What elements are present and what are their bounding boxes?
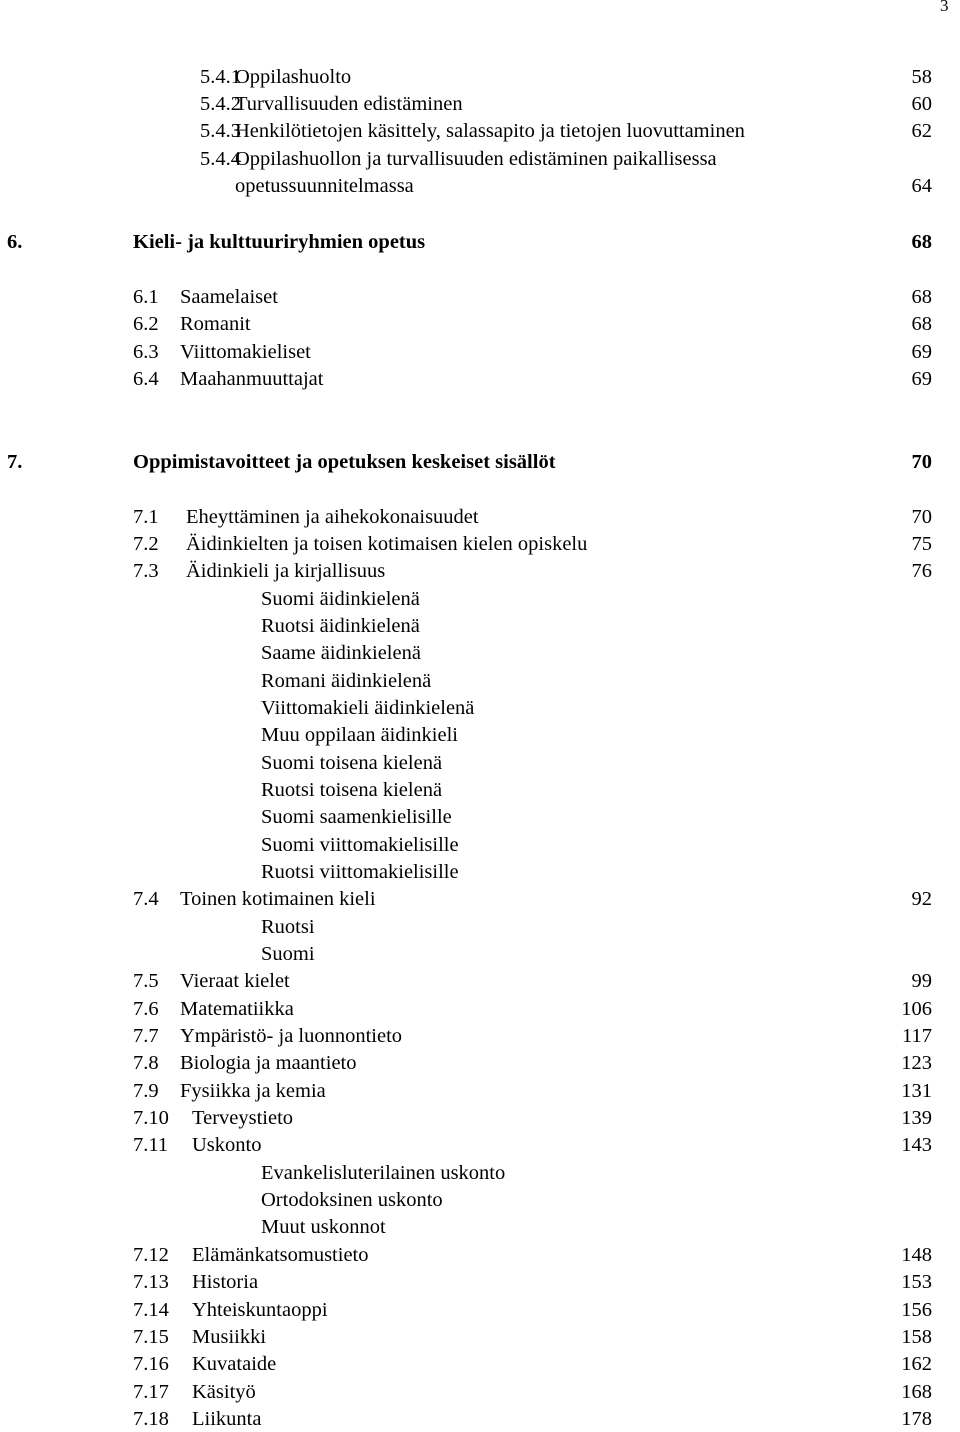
- toc-entry-title: Ortodoksinen uskonto: [261, 1189, 443, 1211]
- toc-entry-title: Saame äidinkielenä: [261, 642, 421, 664]
- toc-entry-page: 131: [901, 1080, 932, 1102]
- toc-entry: [0, 1160, 960, 1186]
- toc-entry: [0, 1351, 960, 1377]
- toc-entry: [0, 558, 960, 584]
- toc-entry-number: 7.13: [133, 1271, 169, 1293]
- toc-entry-page: 70: [911, 506, 932, 528]
- toc-chapter-heading: [0, 229, 960, 255]
- toc-entry-page: 68: [911, 313, 932, 335]
- toc-entry-title: Suomi toisena kielenä: [261, 752, 443, 774]
- toc-entry-page: 168: [901, 1381, 932, 1403]
- toc-entry-title: Henkilötietojen käsittely, salassapito ja tietojen luovuttaminen: [235, 120, 745, 142]
- toc-entry-page: 148: [901, 1244, 932, 1266]
- toc-entry-page: 123: [901, 1052, 932, 1074]
- toc-entry: [0, 339, 960, 365]
- page-number: 3: [940, 0, 949, 15]
- toc-entry-number: 7.14: [133, 1299, 169, 1321]
- toc-entry-number: 7.2: [133, 533, 159, 555]
- toc-entry-number: 7.11: [133, 1134, 169, 1156]
- toc-entry-number: 7.4: [133, 888, 159, 910]
- toc-entry: [0, 886, 960, 912]
- toc-entry-title: Suomi: [261, 943, 315, 965]
- toc-entry-title: Turvallisuuden edistäminen: [235, 93, 463, 115]
- toc-entry: [0, 968, 960, 994]
- toc-entry-title: Romanit: [180, 313, 251, 335]
- toc-entry-page: 117: [902, 1025, 932, 1047]
- toc-entry-number: 6.4: [133, 368, 159, 390]
- toc-entry: [0, 668, 960, 694]
- toc-entry-number: 7.7: [133, 1025, 159, 1047]
- toc-entry: [0, 91, 960, 117]
- toc-entry-title: Musiikki: [192, 1326, 267, 1348]
- toc-entry: [0, 1242, 960, 1268]
- toc-entry-page: 143: [901, 1134, 932, 1156]
- toc-entry-title: Saamelaiset: [180, 286, 278, 308]
- toc-entry-title: Ympäristö- ja luonnontieto: [180, 1025, 403, 1047]
- toc-entry-title: Äidinkieli ja kirjallisuus: [186, 560, 386, 582]
- toc-entry: [0, 1050, 960, 1076]
- toc-entry-title: Fysiikka ja kemia: [180, 1080, 326, 1102]
- toc-entry-page: 162: [901, 1353, 932, 1375]
- toc-entry-number: 7.12: [133, 1244, 169, 1266]
- toc-entry-page: 153: [901, 1271, 932, 1293]
- toc-entry-number: 5.4.1: [200, 66, 241, 88]
- toc-entry-page: 99: [911, 970, 932, 992]
- toc-entry-title: Liikunta: [192, 1408, 262, 1430]
- toc-entry-number: 7.5: [133, 970, 159, 992]
- toc-entry: [0, 284, 960, 310]
- toc-entry-page: 60: [911, 93, 932, 115]
- toc-entry-number: 6.3: [133, 341, 159, 363]
- toc-entry: [0, 859, 960, 885]
- toc-entry: [0, 366, 960, 392]
- toc-entry-page: 70: [911, 451, 932, 473]
- toc-entry-number: 7.10: [133, 1107, 169, 1129]
- toc-entry: [0, 1132, 960, 1158]
- toc-entry-title: Suomi viittomakielisille: [261, 834, 459, 856]
- toc-entry-page: 92: [911, 888, 932, 910]
- toc-entry-title: Eheyttäminen ja aihekokonaisuudet: [186, 506, 479, 528]
- toc-entry: [0, 504, 960, 530]
- toc-entry-number: 6.1: [133, 286, 159, 308]
- toc-entry-title: Kieli- ja kulttuuriryhmien opetus: [133, 231, 426, 253]
- toc-entry: [0, 914, 960, 940]
- toc-entry: [0, 832, 960, 858]
- toc-entry-title: Suomi äidinkielenä: [261, 588, 420, 610]
- toc-entry-page: 178: [901, 1408, 932, 1430]
- toc-entry-page: 75: [911, 533, 932, 555]
- toc-entry-title: Äidinkielten ja toisen kotimaisen kielen opiskelu: [186, 533, 588, 555]
- toc-entry: [0, 531, 960, 557]
- toc-entry-number: 7.1: [133, 506, 159, 528]
- toc-entry-title: Oppilashuollon ja turvallisuuden edistäminen paikallisessa: [235, 148, 717, 170]
- toc-entry: [0, 722, 960, 748]
- toc-entry: [0, 586, 960, 612]
- toc-entry-page: 58: [911, 66, 932, 88]
- toc-entry: [0, 1406, 960, 1432]
- toc-entry: [0, 1187, 960, 1213]
- toc-entry-title: Toinen kotimainen kieli: [180, 888, 376, 910]
- toc-entry-number: 6.: [7, 231, 23, 253]
- toc-entry-number: 7.6: [133, 998, 159, 1020]
- toc-entry-title: Uskonto: [192, 1134, 262, 1156]
- toc-entry-title: Terveystieto: [192, 1107, 294, 1129]
- toc-entry-page: 156: [901, 1299, 932, 1321]
- toc-entry-number: 6.2: [133, 313, 159, 335]
- toc-entry: [0, 1023, 960, 1049]
- toc-entry-page: 62: [911, 120, 932, 142]
- toc-entry-page: 69: [911, 341, 932, 363]
- toc-entry-number: 7.: [7, 451, 23, 473]
- toc-entry: [0, 996, 960, 1022]
- toc-entry: [0, 695, 960, 721]
- toc-entry: [0, 804, 960, 830]
- toc-entry: [0, 1214, 960, 1240]
- toc-entry-title: Evankelisluterilainen uskonto: [261, 1162, 506, 1184]
- toc-entry: [0, 311, 960, 337]
- toc-entry: [0, 777, 960, 803]
- toc-entry-number: 7.15: [133, 1326, 169, 1348]
- toc-entry-title: Muu oppilaan äidinkieli: [261, 724, 458, 746]
- toc-entry-page: 68: [911, 231, 932, 253]
- toc-entry-title: Ruotsi toisena kielenä: [261, 779, 443, 801]
- toc-entry: [0, 941, 960, 967]
- toc-entry-page: 69: [911, 368, 932, 390]
- toc-entry: [0, 640, 960, 666]
- toc-entry-title: Elämänkatsomustieto: [192, 1244, 369, 1266]
- toc-entry-number: 5.4.3: [200, 120, 241, 142]
- toc-entry-page: 76: [911, 560, 932, 582]
- toc-entry-title: Käsityö: [192, 1381, 256, 1403]
- toc-entry-page: 139: [901, 1107, 932, 1129]
- toc-entry: [0, 1269, 960, 1295]
- toc-entry-title: Kuvataide: [192, 1353, 277, 1375]
- toc-entry: [0, 118, 960, 144]
- toc-entry-title: Yhteiskuntaoppi: [192, 1299, 328, 1321]
- toc-entry: [0, 1379, 960, 1405]
- toc-entry-title: Suomi saamenkielisille: [261, 806, 452, 828]
- toc-entry: [0, 173, 960, 199]
- toc-entry-number: 5.4.4: [200, 148, 241, 170]
- toc-entry: [0, 1297, 960, 1323]
- toc-entry-title: Oppilashuolto: [235, 66, 352, 88]
- toc-entry-number: 7.8: [133, 1052, 159, 1074]
- toc-entry-number: 7.17: [133, 1381, 169, 1403]
- toc-entry-page: 106: [901, 998, 932, 1020]
- toc-entry-title: Historia: [192, 1271, 259, 1293]
- toc-entry-title: Oppimistavoitteet ja opetuksen keskeiset sisällöt: [133, 451, 556, 473]
- toc-entry: [0, 750, 960, 776]
- toc-entry-title: Ruotsi viittomakielisille: [261, 861, 459, 883]
- toc-entry-title: Ruotsi äidinkielenä: [261, 615, 420, 637]
- toc-entry-title: opetussuunnitelmassa: [235, 175, 414, 197]
- toc-entry-page: 158: [901, 1326, 932, 1348]
- toc-entry-page: 64: [911, 175, 932, 197]
- toc-entry: [0, 1324, 960, 1350]
- toc-entry-number: 7.3: [133, 560, 159, 582]
- toc-entry-title: Romani äidinkielenä: [261, 670, 432, 692]
- toc-entry: [0, 1078, 960, 1104]
- toc-chapter-heading: [0, 449, 960, 475]
- toc-entry-title: Muut uskonnot: [261, 1216, 386, 1238]
- toc-entry-title: Matematiikka: [180, 998, 294, 1020]
- toc-entry-number: 7.16: [133, 1353, 169, 1375]
- toc-entry-title: Ruotsi: [261, 916, 315, 938]
- toc-entry: [0, 1105, 960, 1131]
- toc-entry-number: 5.4.2: [200, 93, 241, 115]
- toc-entry: [0, 146, 960, 172]
- toc-entry-title: Vieraat kielet: [180, 970, 290, 992]
- toc-entry-number: 7.18: [133, 1408, 169, 1430]
- toc-entry-title: Viittomakieliset: [180, 341, 311, 363]
- toc-entry-page: 68: [911, 286, 932, 308]
- toc-entry-number: 7.9: [133, 1080, 159, 1102]
- toc-entry: [0, 64, 960, 90]
- toc-entry: [0, 613, 960, 639]
- toc-entry-title: Maahanmuuttajat: [180, 368, 324, 390]
- toc-entry-title: Viittomakieli äidinkielenä: [261, 697, 475, 719]
- toc-entry-title: Biologia ja maantieto: [180, 1052, 357, 1074]
